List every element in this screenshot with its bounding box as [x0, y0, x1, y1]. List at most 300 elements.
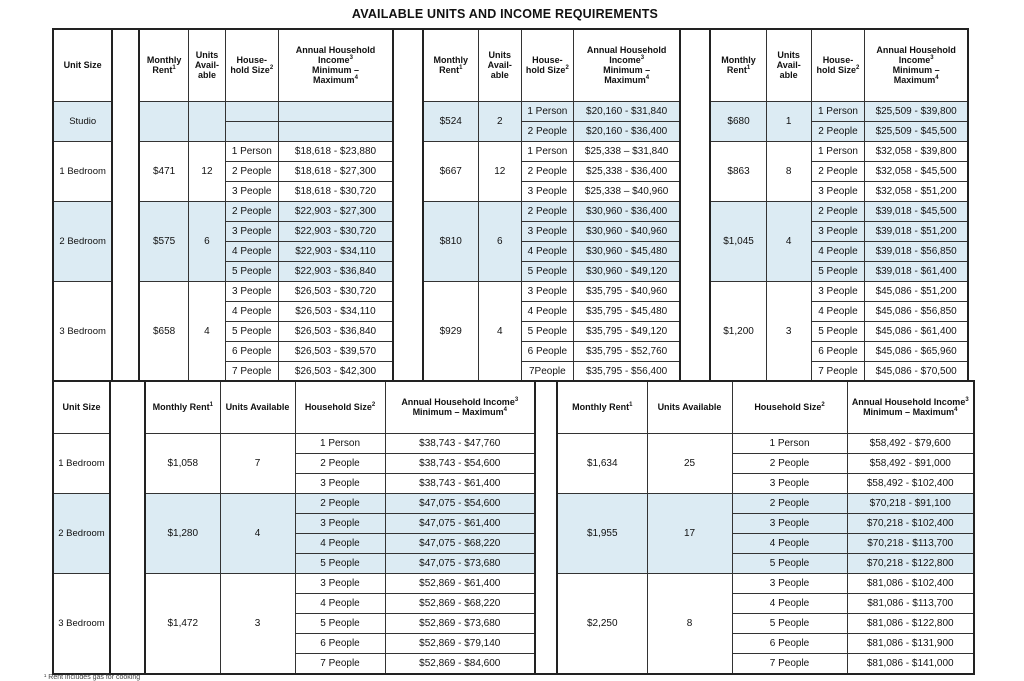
income-range-cell: [847, 513, 974, 533]
income-range-cell: [865, 301, 968, 321]
household-size-cell: [225, 121, 278, 141]
household-size-cell: [732, 533, 847, 553]
income-range: $35,795 - $52,760: [586, 345, 668, 357]
monthly-rent: $667: [439, 165, 462, 177]
header-monthly-rent: [710, 29, 766, 101]
income-range-cell: [574, 301, 680, 321]
header-text: House-hold Size: [230, 55, 270, 76]
monthly-rent: $2,250: [586, 617, 618, 629]
income-range: $70,218 - $91,100: [869, 497, 951, 509]
income-range: $45,086 - $65,960: [875, 345, 957, 357]
income-range-cell: [385, 433, 535, 453]
household-size: 3 People: [769, 577, 810, 589]
household-size: 7 People: [232, 365, 272, 377]
household-size: 4 People: [232, 305, 272, 317]
household-size-cell: [521, 281, 574, 301]
ami-label-50: [680, 29, 710, 382]
household-size-cell: [732, 513, 847, 533]
household-size: 4 People: [527, 305, 568, 317]
household-size-cell: [295, 433, 385, 453]
income-range-cell: [574, 161, 680, 181]
header-monthly-rent: [423, 29, 479, 101]
income-range: $18,618 - $30,720: [294, 185, 377, 197]
household-size-cell: [295, 613, 385, 633]
header-sub: Minimum –: [603, 65, 651, 76]
income-range-cell: [385, 513, 535, 533]
household-size: 5 People: [232, 265, 272, 277]
income-range-cell: [278, 161, 393, 181]
household-size-cell: [295, 553, 385, 573]
rent-cell: [557, 433, 647, 493]
income-range-cell: [865, 321, 968, 341]
income-range: $52,869 - $84,600: [419, 657, 501, 669]
household-size: 2 People: [818, 165, 858, 177]
footnote-marker: 2: [565, 65, 569, 72]
household-size-cell: [225, 361, 278, 382]
table-row: [53, 493, 974, 513]
income-range-cell: [385, 473, 535, 493]
household-size: 4 People: [769, 537, 810, 549]
income-range: $58,492 - $102,400: [866, 477, 954, 489]
household-size-cell: [811, 301, 865, 321]
household-size: 6 People: [769, 637, 810, 649]
household-size-cell: [521, 301, 574, 321]
income-range-cell: [847, 493, 974, 513]
unit-size-label: 2 Bedroom: [58, 527, 105, 539]
household-size: 1 Person: [527, 145, 568, 157]
footnote-marker: 2: [269, 65, 274, 72]
income-range-cell: [278, 221, 393, 241]
income-range-cell: [574, 321, 680, 341]
rent-cell: [139, 101, 188, 141]
income-range-cell: [278, 141, 393, 161]
units-cell: [766, 281, 811, 382]
header-row: [53, 381, 974, 433]
household-size: 3 People: [232, 185, 272, 197]
household-size-cell: [295, 533, 385, 553]
income-range: $18,618 - $23,880: [294, 145, 377, 157]
household-size: 3 People: [769, 477, 810, 489]
income-range: $58,492 - $91,000: [869, 457, 951, 469]
income-range-cell: [847, 553, 974, 573]
monthly-rent: $524: [439, 115, 462, 127]
household-size: 6 People: [527, 345, 568, 357]
income-range-cell: [574, 181, 680, 201]
income-range-cell: [574, 121, 680, 141]
income-range: $52,869 - $61,400: [419, 577, 501, 589]
income-range: $45,086 - $70,500: [875, 365, 957, 377]
household-size: 2 People: [232, 165, 272, 177]
household-size: 4 People: [320, 597, 360, 609]
monthly-rent: $1,634: [586, 457, 618, 469]
rent-cell: [145, 573, 220, 674]
household-size: 3 People: [818, 225, 858, 237]
income-range: $22,903 - $34,110: [295, 245, 376, 257]
income-range: $32,058 - $39,800: [875, 145, 957, 157]
rent-cell: [423, 281, 479, 382]
income-range: $18,618 - $27,300: [294, 165, 377, 177]
income-range: $32,058 - $51,200: [875, 185, 957, 197]
household-size-cell: [521, 201, 574, 221]
household-size-cell: [732, 433, 847, 453]
household-size-cell: [295, 473, 385, 493]
income-range: $81,086 - $113,700: [867, 597, 954, 609]
rent-cell: [710, 281, 766, 382]
income-range: $22,903 - $36,840: [294, 265, 377, 277]
table-row: [53, 573, 974, 593]
household-size-cell: [732, 613, 847, 633]
header-household-size: [225, 29, 278, 101]
household-size: 1 Person: [231, 145, 272, 157]
monthly-rent: $1,472: [167, 617, 199, 629]
household-size-cell: [811, 361, 865, 382]
rent-cell: [139, 141, 188, 201]
household-size: 3 People: [527, 225, 568, 237]
unit-size-cell: [53, 101, 112, 141]
unit-size-label: 1 Bedroom: [59, 165, 106, 177]
household-size: 2 People: [527, 205, 568, 217]
household-size: 7 People: [320, 657, 360, 669]
household-size: 3 People: [320, 477, 360, 489]
header-units-available: [647, 381, 732, 433]
income-range: $39,018 - $45,500: [875, 205, 957, 217]
income-range: $47,075 - $73,680: [419, 557, 501, 569]
household-size-cell: [295, 573, 385, 593]
household-size: 4 People: [527, 245, 568, 257]
rent-cell: [557, 493, 647, 573]
income-range: $25,338 - $36,400: [586, 165, 668, 177]
income-range-cell: [278, 201, 393, 221]
units-cell: [766, 101, 811, 141]
household-size-cell: [521, 261, 574, 281]
unit-size-label: Studio: [69, 115, 97, 127]
income-range: $35,795 - $56,400: [586, 365, 668, 377]
header-text: Units Available: [657, 402, 722, 413]
monthly-rent: $575: [152, 235, 176, 247]
header-text: Unit Size: [62, 402, 101, 413]
header-units-available: [188, 29, 225, 101]
household-size-cell: [225, 321, 278, 341]
income-range-cell: [385, 453, 535, 473]
household-size-cell: [732, 593, 847, 613]
income-range: $81,086 - $141,000: [866, 657, 954, 669]
header-monthly-rent: [139, 29, 188, 101]
household-size-cell: [521, 141, 574, 161]
household-size: 2 People: [320, 457, 360, 469]
monthly-rent: $471: [152, 165, 176, 177]
header-text: Units Avail-able: [776, 50, 801, 81]
income-range-cell: [865, 361, 968, 382]
household-size-cell: [225, 181, 278, 201]
income-range: $39,018 - $51,200: [875, 225, 957, 237]
income-range-cell: [574, 281, 680, 301]
footnote-marker: 1: [209, 402, 213, 409]
units-cell: [479, 141, 522, 201]
units-available: 4: [785, 235, 792, 247]
header-household-size: [732, 381, 847, 433]
income-range: $47,075 - $68,220: [419, 537, 501, 549]
income-range: $35,795 - $49,120: [586, 325, 668, 337]
units-available: 4: [204, 325, 210, 337]
unit-size-cell: [53, 493, 110, 573]
income-range: $81,086 - $131,900: [866, 637, 954, 649]
income-range-cell: [385, 573, 535, 593]
header-text: House-hold Size: [525, 55, 566, 76]
footnote-marker: 4: [645, 75, 650, 82]
income-range: $30,960 - $49,120: [586, 265, 668, 277]
monthly-rent: $658: [152, 325, 176, 337]
household-size: 1 Person: [769, 437, 810, 449]
ami-label-100: [535, 381, 557, 674]
income-range-cell: [278, 121, 393, 141]
household-size: 1 Person: [319, 437, 361, 449]
income-range-cell: [385, 633, 535, 653]
household-size: 6 People: [232, 345, 272, 357]
units-available: 17: [683, 527, 696, 539]
header-sub: Maximum: [313, 75, 355, 86]
income-range-cell: [385, 593, 535, 613]
header-text: House-hold Size: [816, 55, 857, 76]
household-size-cell: [521, 221, 574, 241]
income-range: $38,743 - $61,400: [419, 477, 501, 489]
unit-size-label: 1 Bedroom: [58, 457, 105, 469]
income-range-cell: [574, 141, 680, 161]
header-units-available: [479, 29, 522, 101]
units-available: 3: [785, 325, 792, 337]
household-size: 2 People: [769, 497, 810, 509]
income-range-cell: [574, 101, 680, 121]
income-range: $70,218 - $113,700: [867, 537, 954, 549]
footnote-marker: 3: [514, 397, 519, 404]
household-size: 3 People: [320, 517, 360, 529]
income-range-cell: [278, 301, 393, 321]
household-size: 1 Person: [527, 105, 568, 117]
income-range-cell: [865, 221, 968, 241]
household-size: 5 People: [527, 325, 568, 337]
header-sub: Minimum –: [892, 65, 940, 76]
income-range: $26,503 - $42,300: [294, 365, 377, 377]
header-household-size: [521, 29, 574, 101]
income-range-cell: [847, 653, 974, 674]
income-range-cell: [865, 141, 968, 161]
household-size-cell: [811, 201, 865, 221]
unit-size-cell: [53, 573, 110, 674]
income-range: $26,503 - $39,570: [294, 345, 377, 357]
household-size: 4 People: [232, 245, 272, 257]
income-range-cell: [278, 181, 393, 201]
household-size-cell: [811, 181, 865, 201]
household-size-cell: [732, 453, 847, 473]
household-size-cell: [295, 633, 385, 653]
income-range: $25,338 – $40,960: [584, 185, 669, 197]
income-range: $22,903 - $30,720: [294, 225, 377, 237]
household-size-cell: [811, 161, 865, 181]
household-size-cell: [225, 241, 278, 261]
household-size: 5 People: [232, 325, 272, 337]
header-text: Monthly Rent: [433, 55, 468, 76]
header-annual-income: [278, 29, 393, 101]
household-size-cell: [732, 553, 847, 573]
monthly-rent: $1,045: [723, 235, 754, 247]
household-size-cell: [811, 321, 865, 341]
household-size: 2 People: [527, 125, 568, 137]
units-available: 4: [496, 325, 503, 337]
income-range: $22,903 - $27,300: [294, 205, 377, 217]
income-range: $52,869 - $79,140: [419, 637, 501, 649]
units-cell: [647, 493, 732, 573]
footnote-marker: 3: [349, 55, 353, 62]
household-size: 2 People: [818, 205, 858, 217]
household-size-cell: [811, 121, 865, 141]
household-size-cell: [732, 633, 847, 653]
header-text: Annual Household Income: [586, 45, 667, 66]
units-cell: [220, 433, 295, 493]
household-size-cell: [295, 653, 385, 674]
income-range: $38,743 - $47,760: [419, 437, 501, 449]
household-size-cell: [225, 221, 278, 241]
income-range: $30,960 - $45,480: [586, 245, 668, 257]
header-monthly-rent: [557, 381, 647, 433]
units-available: 1: [785, 115, 792, 127]
units-cell: [188, 281, 225, 382]
rent-cell: [139, 201, 188, 281]
income-range-cell: [278, 341, 393, 361]
header-text: Annual Household Income: [401, 397, 515, 408]
units-cell: [647, 433, 732, 493]
income-range-cell: [865, 121, 968, 141]
rent-cell: [423, 201, 479, 281]
household-size: 7 People: [818, 365, 858, 377]
units-cell: [647, 573, 732, 674]
household-size-cell: [295, 453, 385, 473]
income-range: $25,338 – $31,840: [584, 145, 669, 157]
rent-cell: [139, 281, 188, 382]
footnote-marker: 4: [935, 75, 939, 82]
household-size-cell: [811, 341, 865, 361]
household-size: 2 People: [818, 125, 858, 137]
units-cell: [479, 101, 522, 141]
monthly-rent: $929: [439, 325, 462, 337]
monthly-rent: $680: [727, 115, 750, 127]
header-annual-income: [385, 381, 535, 433]
household-size-cell: [811, 221, 865, 241]
income-range-cell: [865, 201, 968, 221]
footnote-marker: 4: [354, 75, 358, 82]
header-sub: Minimum –: [311, 65, 359, 76]
income-range: $58,492 - $79,600: [869, 437, 951, 449]
income-range-cell: [865, 161, 968, 181]
household-size-cell: [225, 201, 278, 221]
household-size-cell: [295, 493, 385, 513]
income-range-cell: [574, 261, 680, 281]
monthly-rent: $863: [727, 165, 750, 177]
household-size: 5 People: [320, 617, 360, 629]
income-range-cell: [574, 341, 680, 361]
household-size: 3 People: [232, 285, 272, 297]
income-range: $20,160 - $31,840: [586, 105, 668, 117]
units-available: 12: [201, 165, 213, 177]
household-size-cell: [732, 473, 847, 493]
rent-cell: [145, 433, 220, 493]
household-size-cell: [521, 181, 574, 201]
page-title: AVAILABLE UNITS AND INCOME REQUIREMENTS: [351, 7, 659, 21]
header-sub: Maximum: [604, 75, 646, 86]
units-available: 4: [254, 527, 261, 539]
units-cell: [479, 201, 522, 281]
household-size-cell: [295, 513, 385, 533]
monthly-rent: $1,200: [723, 325, 754, 337]
income-range-cell: [865, 281, 968, 301]
household-size: 2 People: [769, 457, 810, 469]
household-size: 5 People: [320, 557, 360, 569]
footnote-marker: 1: [629, 402, 633, 409]
footnote-marker: 2: [821, 402, 825, 409]
household-size: 4 People: [320, 537, 360, 549]
header-sub: Minimum – Maximum: [412, 407, 504, 418]
footnote-marker: 2: [371, 402, 376, 409]
income-range: $81,086 - $122,800: [866, 617, 954, 629]
units-cell: [766, 201, 811, 281]
footnote-marker: 4: [503, 407, 507, 414]
household-size-cell: [521, 101, 574, 121]
unit-size-cell: [53, 281, 112, 382]
income-range-cell: [385, 613, 535, 633]
header-text: Annual Household Income: [876, 45, 956, 66]
household-size-cell: [521, 161, 574, 181]
income-range: $20,160 - $36,400: [586, 125, 668, 137]
table-row: [53, 141, 968, 161]
household-size-cell: [295, 593, 385, 613]
header-text: Monthly Rent: [146, 55, 182, 76]
header-units-available: [766, 29, 811, 101]
income-range: $70,218 - $102,400: [866, 517, 954, 529]
footnote-marker: 3: [965, 397, 969, 404]
household-size: 2 People: [232, 205, 272, 217]
household-size: 7 People: [769, 657, 810, 669]
household-size: 3 People: [527, 185, 568, 197]
ami-label-40: [393, 29, 422, 382]
monthly-rent: $1,058: [167, 457, 199, 469]
household-size: 5 People: [818, 325, 858, 337]
household-size: 2 People: [527, 165, 568, 177]
monthly-rent: $810: [439, 235, 462, 247]
footnote-marker: 4: [954, 407, 958, 414]
income-range-cell: [574, 241, 680, 261]
income-range-cell: [847, 613, 974, 633]
income-range: $45,086 - $56,850: [875, 305, 957, 317]
header-text: Units Available: [225, 402, 290, 413]
units-available: 6: [496, 235, 503, 247]
household-size-cell: [811, 241, 865, 261]
unit-size-cell: [53, 433, 110, 493]
header-sub: Maximum: [893, 75, 936, 86]
footnote-marker: 3: [930, 55, 934, 62]
income-range: $25,509 - $45,500: [875, 125, 957, 137]
units-cell: [188, 201, 225, 281]
income-range: $30,960 - $36,400: [586, 205, 668, 217]
unit-size-label: 3 Bedroom: [59, 325, 106, 337]
income-table-bottom: [52, 380, 975, 675]
header-text: Units Avail-able: [487, 50, 512, 81]
income-range-cell: [847, 433, 974, 453]
household-size: 5 People: [769, 617, 810, 629]
household-size: 6 People: [818, 345, 858, 357]
household-size: 3 People: [818, 285, 858, 297]
table-row: [53, 281, 968, 301]
header-text: Household Size: [304, 402, 372, 413]
header-text: Unit Size: [63, 60, 102, 71]
units-available: 3: [254, 617, 261, 629]
